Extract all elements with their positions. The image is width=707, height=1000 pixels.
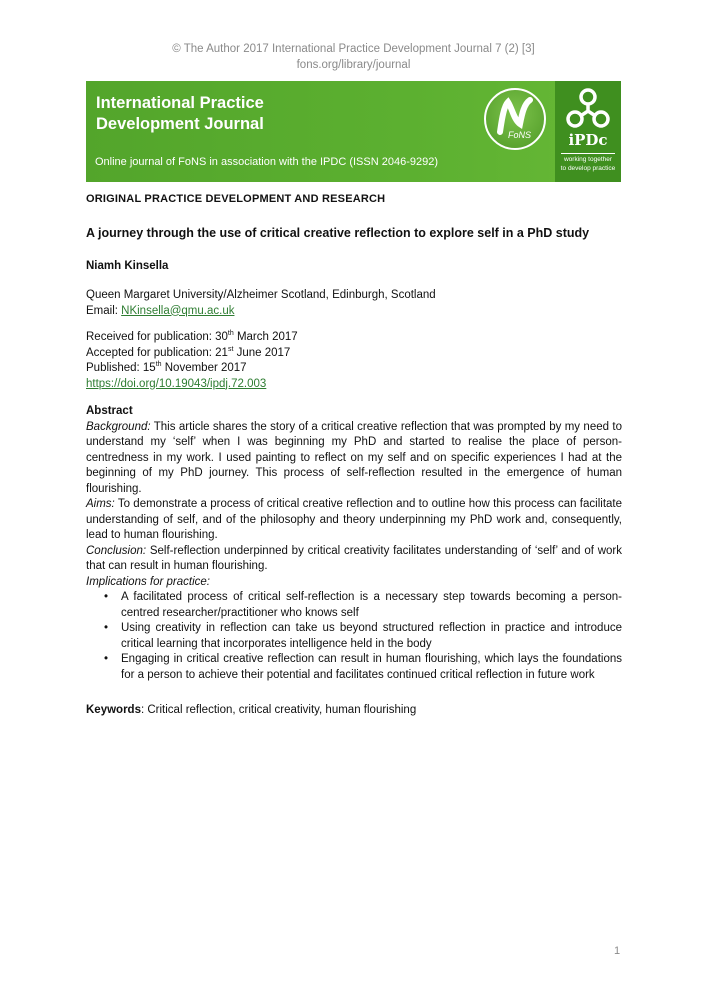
publication-dates [86,330,622,392]
fons-logo-icon [484,88,546,150]
affiliation: Queen Margaret University/Alzheimer Scotland, Edinburgh, Scotland [86,289,436,301]
fons-logo-text: FoNS [508,130,532,140]
triskelion-icon [565,87,611,131]
journal-meta [0,41,707,73]
doi-link[interactable]: https://doi.org/10.19043/ipdj.72.003 [86,377,267,390]
email-label: Email: [86,304,122,317]
keywords-text: : Critical reflection, critical creativity, human flourishing [140,704,417,716]
published-date: Published: 15th November 2017 [86,361,247,374]
received-date: Received for publication: 30th March 2017 [86,330,298,343]
ipdc-logo-text: iPDc [568,131,608,149]
article-title: A journey through the use of critical creative reflection to explore self in a PhD study [86,226,590,240]
list-item: • Engaging in critical creative reflection can result in human flourishing, which lays the foundations for a person to achieve their potential and facilitates continued critical reflection in future work [121,652,622,683]
ipdc-divider [561,153,615,154]
email-link[interactable]: NKinsella@qmu.ac.uk [121,304,235,317]
journal-title: International Practice Development Journal [96,94,264,133]
list-item: • A facilitated process of critical self-reflection is a necessary step towards becoming a person-centred researcher/practitioner who knows self [121,590,622,621]
email-line [86,304,622,320]
abstract-implications-label: Implications for practice: [86,575,210,588]
section-heading: ORIGINAL PRACTICE DEVELOPMENT AND RESEARCH [86,193,386,205]
list-item: • Using creativity in reflection can take us beyond structured reflection in practice and introduce critical learning that incorporates intelligence held in the body [121,621,622,652]
ipdc-logo [555,81,621,182]
keywords [86,703,622,719]
ipdc-tagline: working together to develop practice [560,156,616,172]
journal-url: fons.org/library/journal [296,59,411,71]
page-number: 1 [614,945,621,957]
journal-banner [86,81,621,182]
journal-subtitle: Online journal of FoNS in association with the IPDC (ISSN 2046-9292) [95,156,439,168]
implications-list [86,590,622,683]
abstract [86,404,622,683]
abstract-conclusion: Conclusion: Self-reflection underpinned by critical creativity facilitates understanding of ‘self’ and of work that can result in human flourishing. [86,544,622,572]
accepted-date: Accepted for publication: 21st June 2017 [86,345,291,359]
author-name: Niamh Kinsella [86,260,169,272]
copyright-line: © The Author 2017 International Practice Development Journal 7 (2) [3] [172,43,535,55]
abstract-background: Background: This article shares the story of a critical creative reflection that was prompted by my need to understand my ‘self’ when I was beginning my PhD and started to realise the place of person-centredness in my work. I used painting to reflect on my self and on specific experiences I had at the beginning of my PhD journey. This process of self-reflection resulted in the emergence of human flourishing. [86,420,622,495]
affiliation-block [86,288,622,319]
abstract-aims: Aims: To demonstrate a process of critical creative reflection and to outline how this process can facilitate understanding of self, and of the philosophy and theory underpinning my PhD work and, consequently, lead to human flourishing. [86,498,622,541]
abstract-heading: Abstract [86,405,133,417]
keywords-label: Keywords [86,704,141,716]
doi-line [86,377,622,393]
